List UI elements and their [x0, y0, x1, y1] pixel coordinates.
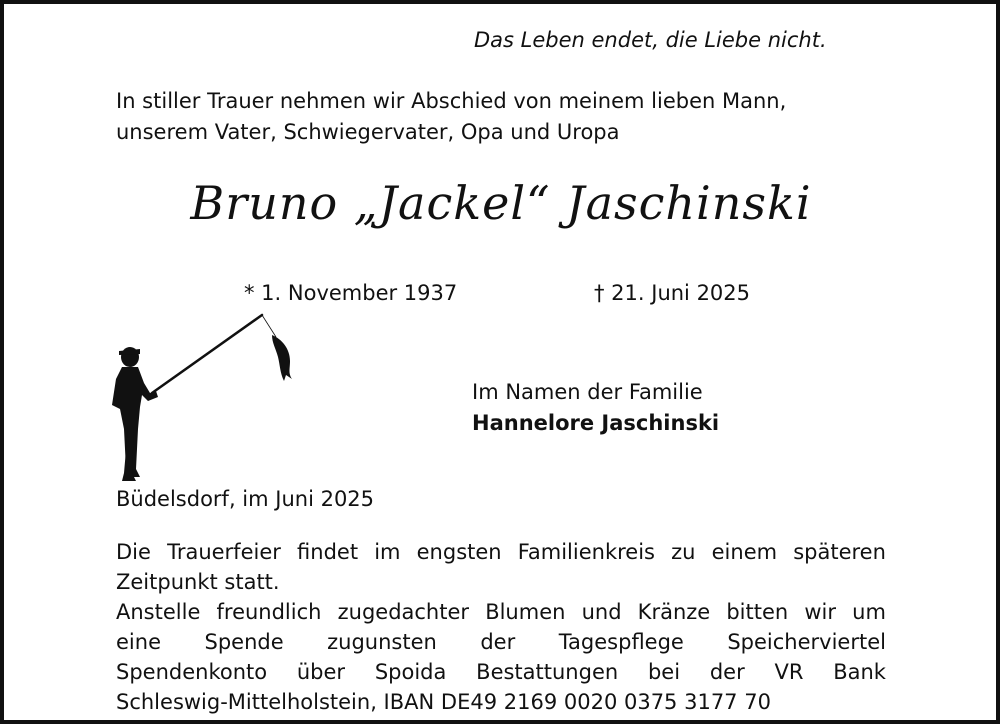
birth-date: * 1. November 1937 — [244, 281, 458, 305]
motto: Das Leben endet, die Liebe nicht. — [474, 28, 827, 52]
ceremony-line: Zeitpunkt statt. — [116, 570, 280, 594]
intro-line: unserem Vater, Schwiegervater, Opa und Uropa — [116, 120, 620, 144]
angler-silhouette-icon — [104, 309, 304, 484]
donation-line: eine Spende zugunsten der Tagespflege Speicherviertel — [116, 630, 886, 654]
intro-text — [116, 86, 886, 148]
signer-name: Hannelore Jaschinski — [472, 411, 720, 435]
donation-line: Schleswig-Mittelholstein, IBAN DE49 2169 0020 0375 3177 70 — [116, 690, 771, 714]
donation-line: Spendenkonto über Spoida Bestattungen bei der VR Bank — [116, 660, 886, 684]
intro-line: In stiller Trauer nehmen wir Abschied von meinem lieben Mann, — [116, 89, 787, 113]
family-label: Im Namen der Familie — [472, 380, 703, 404]
ceremony-and-donation — [116, 537, 886, 717]
donation-line: Anstelle freundlich zugedachter Blumen und Kränze bitten wir um — [116, 600, 886, 624]
ceremony-line: Die Trauerfeier findet im engsten Familienkreis zu einem späteren — [116, 540, 886, 564]
family-signature — [472, 377, 719, 439]
place-date: Büdelsdorf, im Juni 2025 — [116, 487, 375, 511]
death-date: † 21. Juni 2025 — [594, 281, 751, 305]
deceased-name: Bruno „Jackel“ Jaschinski — [190, 176, 812, 230]
